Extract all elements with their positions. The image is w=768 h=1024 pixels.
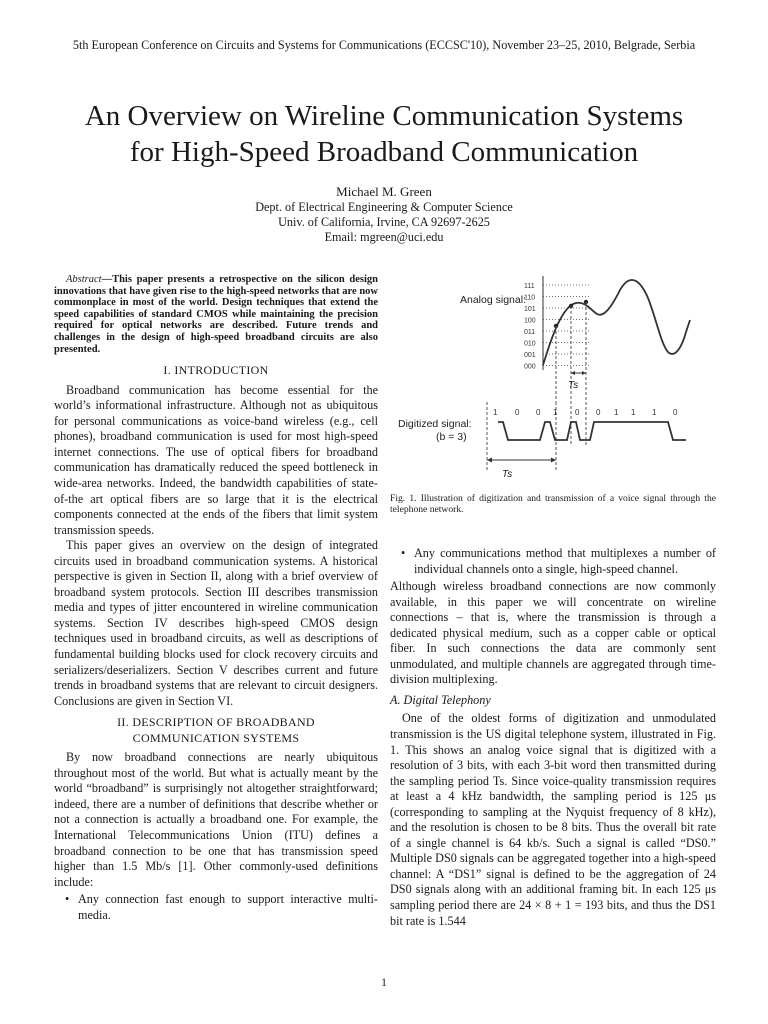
bit-label: 0	[575, 408, 580, 417]
bit-label: 0	[536, 408, 541, 417]
page-number: 1	[381, 975, 387, 989]
figure-caption: Fig. 1. Illustration of digitization and transmission of a voice signal through the telephone network.	[390, 493, 716, 515]
digitized-signal-label: Digitized signal:	[398, 418, 472, 430]
bit-label: 0	[515, 408, 520, 417]
author-affiliation	[0, 200, 768, 245]
title-line-1: An Overview on Wireline Communication Systems	[84, 100, 684, 132]
arrow-head	[487, 458, 492, 463]
affiliation-email: Email: mgreen@uci.edu	[324, 230, 444, 244]
section-heading-introduction: I. INTRODUCTION	[163, 363, 269, 378]
level-label: 011	[524, 329, 536, 336]
bit-label: 1	[652, 408, 657, 417]
arrow-head	[571, 371, 575, 375]
bit-resolution-label: (b = 3)	[436, 431, 467, 443]
subsection-heading-digital-telephony: A. Digital Telephony	[390, 692, 491, 707]
affiliation-univ: Univ. of California, Irvine, CA 92697-2625	[278, 215, 490, 229]
bit-label: 1	[631, 408, 636, 417]
definitions-list	[54, 892, 378, 923]
bit-label: 0	[596, 408, 601, 417]
section2-paragraph-1: By now broadband connections are nearly ubiquitous throughout most of the world. But what is actually meant by the world “broadband” is surprisingly not altogether straightforward; indeed, there are a number of definitions that describe whether or not a connection is actually a broadband one. For example, the International Telecommunications Union (ITU) defines a broadband connection to be one that has transmission speed higher than 1.5 Mb/s [1]. Other commonly-used definitions include:	[54, 750, 378, 889]
arrow-head	[551, 458, 556, 463]
arrow-head	[582, 371, 586, 375]
right-paragraph-1: Although wireless broadband connections are now commonly available, in this paper we will concentrate on wireline connections – that is, where the transmission is through a dedicated physical medium, such as a copper cable or optical fiber. In such connections the data are commonly sent unmodulated, and multiple channels are aggregated through time-division multiplexing.	[390, 579, 716, 687]
digital-waveform	[498, 422, 686, 440]
bit-label: 1	[493, 408, 498, 417]
intro-paragraph-2: This paper gives an overview on the design of integrated circuits used in broadband communication systems. A historical perspective is given in Section II, along with a brief overview of broadband system protocols. Section III describes transmission media and types of jitter encountered in wireline communication systems. Section IV describes high-speed CMOS design techniques used in broadband circuits, as well as descriptions of fundamental building blocks used for clock recovery circuits and serializers/deserializers. Section V describes current and future trends in broadband systems that are relevant to circuit designers. Conclusions are given in Section VI.	[54, 538, 378, 708]
section-heading-description: II. DESCRIPTION OF BROADBAND COMMUNICATION SYSTEMS	[117, 715, 315, 745]
analog-signal-label: Analog signal:	[460, 294, 526, 306]
affiliation-dept: Dept. of Electrical Engineering & Computer Science	[255, 200, 513, 214]
bit-label: 1	[553, 408, 558, 417]
level-label: 110	[524, 294, 536, 302]
level-label: 010	[524, 340, 536, 348]
title-line-2: for High-Speed Broadband Communication	[129, 136, 639, 168]
figure-1	[390, 270, 716, 484]
right-column	[390, 544, 716, 929]
digitization-figure	[390, 270, 716, 484]
bit-label: 1	[614, 408, 619, 417]
definitions-list-continued	[390, 546, 716, 577]
level-label: 111	[524, 283, 535, 290]
bit-label: 0	[673, 408, 678, 417]
author-name: Michael M. Green	[336, 184, 432, 199]
analog-waveform	[543, 280, 690, 365]
abstract	[54, 274, 378, 355]
ts-label-bottom: Ts	[502, 469, 513, 480]
intro-paragraph-1: Broadband communication has become essential for the world’s informational infrastructure. Although not as ubiquitous for personal communications as voice-band wireless (e.g., cell phones), broadband communication is used for most high-speed internet connections. The use of optical fibers for broadband communication has dramatically reduced the speed bottleneck in wide-area networks. Indeed, the bandwidth capabilities of state-of-the art optical fibers are so large that it is the electrical components connected at the ends of the fibers that limit system transmission speeds.	[54, 382, 378, 537]
conference-header: 5th European Conference on Circuits and Systems for Communications (ECCSC'10), November 23–25, 2010, Belgrade, Serbia	[72, 38, 696, 52]
level-label: 000	[524, 363, 536, 371]
abstract-text: —This paper presents a retrospective on the silicon design innovations that have given rise to the high-speed networks that are now commonplace in most of the world. Design techniques that extend the speed capabilities of standard CMOS while maintaining the precision required for optical networks are described. Future trends and challenges in the design of high-speed broadband circuits are also presented.	[54, 274, 378, 355]
list-item: • Any communications method that multiplexes a number of individual channels onto a single, high-speed channel.	[390, 546, 716, 577]
right-paragraph-2: One of the oldest forms of digitization and unmodulated transmission is the US digital telephone system, illustrated in Fig. 1. This shows an analog voice signal that is digitized with a resolution of 3 bits, with each 3-bit word then transmitted during the sampling period Ts. Since voice-quality transmission requires at least a 4 kHz bandwidth, the sampling period is 125 μs (corresponding to sampling at the Nyquist frequency of 8 kHz), and the resolution is chosen to be 8 bits. Thus the overall bit rate of a single channel is 64 kb/s. Such a signal is called “DS0.” Multiple DS0 signals can be aggregated together into a high-speed channel: A “DS1” signal is defined to be the aggregation of 24 DS0 signals along with an additional framing bit. In each 125 μs sampling period there are 24 × 8 + 1 = 193 bits, and thus the DS1 bit rate is 1.544	[390, 711, 716, 928]
level-label: 101	[524, 306, 536, 313]
list-item: • Any connection fast enough to support interactive multi-media.	[54, 892, 378, 923]
level-label: 001	[524, 352, 536, 359]
level-label: 100	[524, 317, 536, 325]
left-column	[54, 274, 378, 925]
abstract-label: Abstract	[66, 274, 102, 285]
ts-label-top: Ts	[568, 380, 579, 391]
paper-title	[20, 98, 748, 170]
